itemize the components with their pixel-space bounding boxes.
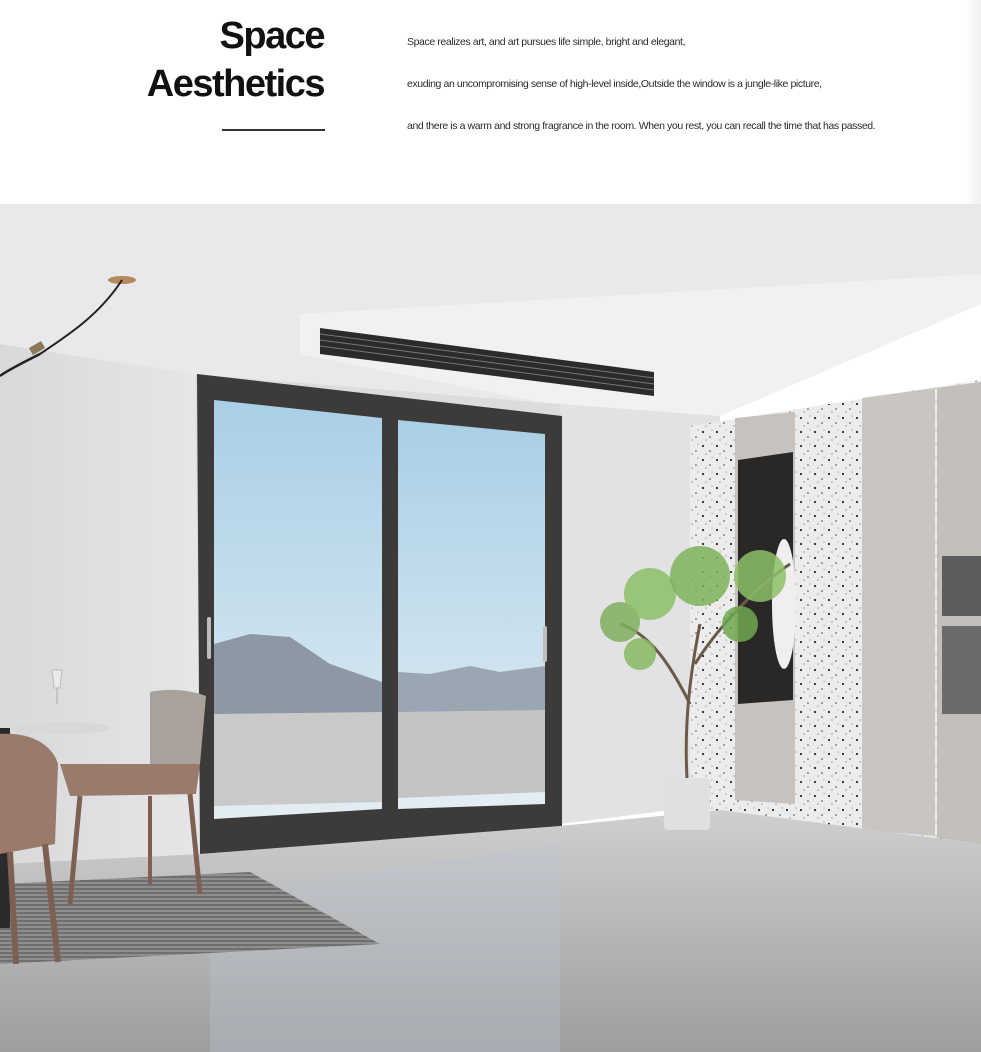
header-section [0,0,981,204]
balcony-wall-left [214,712,382,806]
description-line-3: and there is a warm and strong fragrance in the room. When you rest, you can recall the time that has passed. [407,120,876,132]
interior-photo [0,204,981,1052]
title-underline [222,129,325,131]
description-line-1: Space realizes art, and art pursues life simple, bright and elegant, [407,36,686,48]
title-line-2: Aesthetics [146,63,324,105]
oven-lower [942,626,981,714]
description-line-2: exuding an uncompromising sense of high-level inside,Outside the window is a jungle-like picture, [407,78,822,90]
title-line-1: Space [219,15,324,57]
door-handle-right [543,626,547,662]
balcony-wall-right [398,710,545,798]
cabinet-panel [862,388,935,836]
page-title [147,12,324,108]
oven-upper [942,556,981,616]
door-handle-left [207,617,211,659]
page-edge-shadow [965,0,981,204]
interior-scene-illustration [0,204,981,1052]
